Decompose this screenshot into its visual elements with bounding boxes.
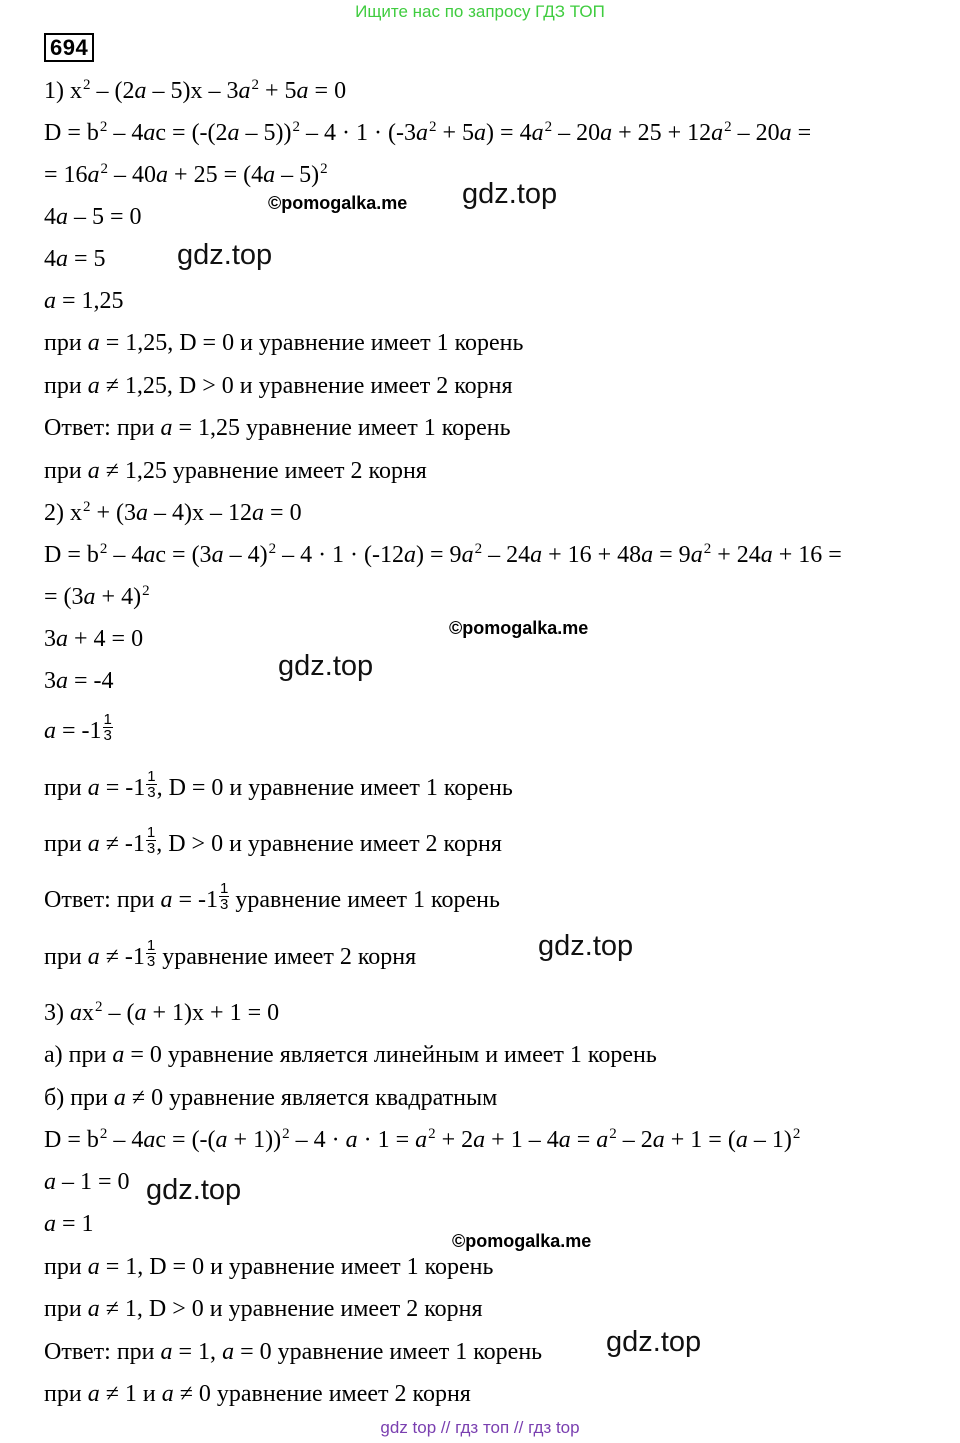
answer-line: Ответ: при a = 1,25 уравнение имеет 1 корень: [44, 415, 511, 441]
math-line: = $(3a + 4)^2$: [44, 583, 150, 610]
text-line: б) при a ≠ 0 уравнение является квадратным: [44, 1085, 498, 1111]
answer-line: при a ≠ 1 и a ≠ 0 уравнение имеет 2 корня: [44, 1381, 471, 1407]
pomogalka-watermark: ©pomogalka.me: [449, 618, 589, 638]
math-line: $D = b^2 - 4ac = (-(2a - 5))^2 - 4 \cdot 1 \cdot (-3a^2 + 5a) = 4a^2 - 20a + 25 + 12a^2 - 20a$ =: [44, 119, 812, 146]
fraction: $\frac{1}{3}$: [146, 823, 156, 857]
footer-links[interactable]: gdz top // гдз топ // гдз top: [380, 1418, 580, 1437]
text-line: при a = 1,25, D = 0 и уравнение имеет 1 корень: [44, 330, 524, 356]
answer-line: при a ≠ 1,25 уравнение имеет 2 корня: [44, 458, 427, 484]
math-line: 2) $x^2 + (3a - 4)x - 12a = 0$: [44, 499, 302, 526]
text-line: при a ≠ 1,25, D > 0 и уравнение имеет 2 корня: [44, 373, 513, 399]
math-line: $D = b^2 - 4ac = (3a - 4)^2 - 4 \cdot 1 \cdot (-12a) = 9a^2 - 24a + 16 + 48a = 9a^2 + 24a + 16$ =: [44, 541, 842, 568]
gdz-watermark: gdz.top: [146, 1174, 242, 1206]
fraction: $\frac{1}{3}$: [220, 879, 229, 913]
text-line: при a ≠ -1 $\frac{1}{3}$ , D > 0 и уравнение имеет 2 корня: [44, 823, 502, 857]
gdz-watermark: gdz.top: [462, 178, 558, 210]
math-line: 4a – 5 = 0: [44, 204, 142, 230]
text-line: при a = 1, D = 0 и уравнение имеет 1 корень: [44, 1254, 494, 1280]
pomogalka-watermark: ©pomogalka.me: [452, 1231, 592, 1251]
math-line: a = 1,25: [44, 288, 124, 314]
gdz-watermark: gdz.top: [278, 650, 374, 682]
math-line: a = 1: [44, 1211, 94, 1237]
math-line: 3a = -4: [44, 668, 114, 694]
answer-line: Ответ: при a = -1 $\frac{1}{3}$ уравнение имеет 1 корень: [44, 879, 500, 913]
fraction: $\frac{1}{3}$: [103, 710, 112, 744]
text-line: а) при a = 0 уравнение является линейным и имеет 1 корень: [44, 1042, 657, 1068]
top-banner[interactable]: Ищите нас по запросу ГДЗ ТОП: [355, 2, 605, 21]
fraction: $\frac{1}{3}$: [146, 936, 156, 970]
pomogalka-watermark: ©pomogalka.me: [268, 193, 408, 213]
gdz-watermark: gdz.top: [177, 239, 273, 271]
math-line: 3a + 4 = 0: [44, 626, 144, 652]
text-line: при a = -1 $\frac{1}{3}$ , D = 0 и уравнение имеет 1 корень: [44, 767, 513, 801]
problem-number: 694: [44, 33, 94, 62]
text-line: при a ≠ 1, D > 0 и уравнение имеет 2 корня: [44, 1296, 483, 1322]
math-line: 4a = 5: [44, 246, 106, 272]
answer-line: Ответ: при a = 1, a = 0 уравнение имеет 1 корень: [44, 1339, 543, 1365]
math-line: $D = b^2 - 4ac = (-(a + 1))^2 - 4 \cdot a \cdot 1 = a^2 + 2a + 1 - 4a = a^2 - 2a + 1 = (a - 1)^2$: [44, 1126, 801, 1153]
gdz-watermark: gdz.top: [606, 1326, 702, 1358]
math-line: = $16a^2 - 40a + 25 = (4a - 5)^2$: [44, 161, 328, 188]
math-line: a = -1 $\frac{1}{3}$: [44, 710, 112, 744]
math-line: 3) $ax^2 - (a + 1)x + 1 = 0$: [44, 999, 280, 1026]
math-line: 1) $x^2 - (2a - 5)x - 3a^2 + 5a = 0$: [44, 77, 347, 104]
answer-line: при a ≠ -1 $\frac{1}{3}$ уравнение имеет 2 корня: [44, 936, 417, 970]
math-line: a – 1 = 0: [44, 1169, 130, 1195]
gdz-watermark: gdz.top: [538, 930, 634, 962]
fraction: $\frac{1}{3}$: [147, 767, 156, 801]
